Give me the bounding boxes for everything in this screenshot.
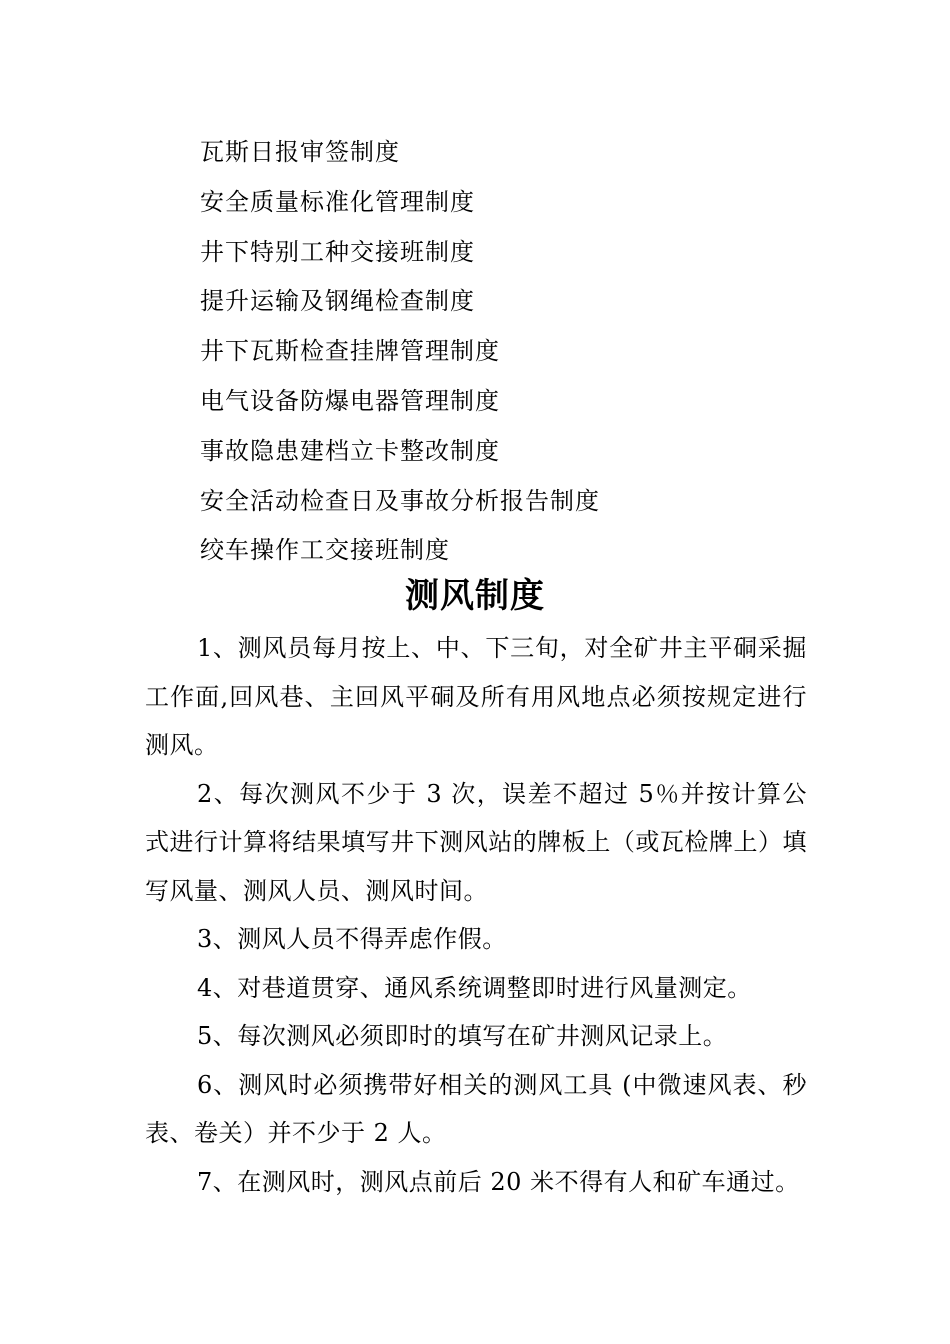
paragraph: 6、测风时必须携带好相关的测风工具 (中微速风表、秒表、卷关）并不少于 2 人。 <box>145 1070 807 1147</box>
regulation-list <box>200 128 600 576</box>
paragraph: 5、每次测风必须即时的填写在矿井测风记录上。 <box>197 1022 728 1050</box>
paragraph: 4、对巷道贯穿、通风系统调整即时进行风量测定。 <box>197 973 752 1002</box>
list-item: 井下瓦斯检查挂牌管理制度 <box>200 337 500 366</box>
paragraph: 1、测风员每月按上、中、下三旬，对全矿井主平硐采掘工作面,回风巷、主回风平硐及所有用风地点必须按规定进行测风。 <box>145 634 807 759</box>
list-item: 安全活动检查日及事故分析报告制度 <box>200 486 600 515</box>
list-item: 绞车操作工交接班制度 <box>200 536 450 565</box>
list-item: 井下特别工种交接班制度 <box>200 237 475 266</box>
paragraph: 7、在测风时，测风点前后 20 米不得有人和矿车通过。 <box>197 1167 800 1196</box>
list-item: 瓦斯日报审签制度 <box>200 138 400 166</box>
paragraph: 3、测风人员不得弄虑作假。 <box>197 925 507 953</box>
section-body <box>145 624 807 1206</box>
list-item: 事故隐患建档立卡整改制度 <box>200 436 500 465</box>
list-item: 安全质量标准化管理制度 <box>200 187 475 216</box>
section-title: 测风制度 <box>405 576 545 616</box>
list-item: 提升运输及钢绳检查制度 <box>200 287 475 316</box>
paragraph: 2、每次测风不少于 3 次，误差不超过 5％并按计算公式进行计算将结果填写井下测风站的牌板上（或瓦检牌上）填写风量、测风人员、测风时间。 <box>145 779 807 905</box>
list-item: 电气设备防爆电器管理制度 <box>200 386 500 415</box>
